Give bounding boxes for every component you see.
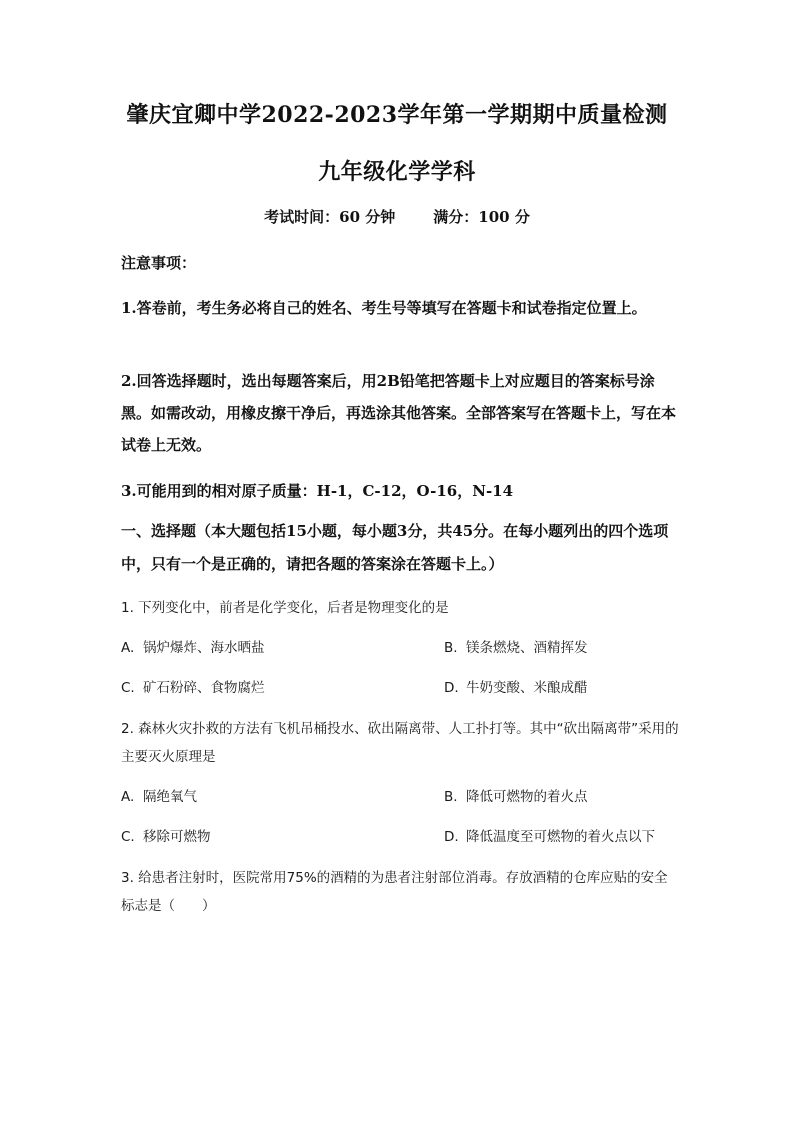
exam-title: 肇庆宜卿中学2022-2023学年第一学期期中质量检测 xyxy=(126,102,668,128)
option-letter: A. xyxy=(121,789,135,805)
option-text: 降低可燃物的着火点 xyxy=(466,789,588,805)
option-letter: C. xyxy=(121,829,135,845)
option-a xyxy=(121,787,197,807)
option-text: 移除可燃物 xyxy=(143,829,211,845)
note-item: 3.可能用到的相对原子质量：H-1，C-12，O-16，N-14 xyxy=(121,482,514,500)
option-c xyxy=(121,827,211,847)
notes-heading: 注意事项： xyxy=(121,254,197,272)
full-score: 满分：100 分 xyxy=(433,208,530,226)
option-a xyxy=(121,638,265,658)
question-stem: 1. 下列变化中，前者是化学变化，后者是物理变化的是 xyxy=(121,600,449,616)
option-c xyxy=(121,678,265,698)
exam-time: 考试时间：60 分钟 xyxy=(264,208,396,226)
section-heading: 一、选择题（本大题包括15小题，每小题3分，共45分。在每小题列出的四个选项中，只有一个是正确的，请把各题的答案涂在答题卡上。） xyxy=(121,522,669,573)
option-b xyxy=(444,787,588,807)
note-item: 1.答卷前，考生务必将自己的姓名、考生号等填写在答题卡和试卷指定位置上。 xyxy=(121,299,647,317)
note-item: 2.回答选择题时，选出每题答案后，用2B铅笔把答题卡上对应题目的答案标号涂黑。如需改动，用橡皮擦干净后，再选涂其他答案。全部答案写在答题卡上，写在本试卷上无效。 xyxy=(121,372,677,454)
option-d xyxy=(444,678,588,698)
option-letter: D. xyxy=(444,680,459,696)
option-letter: D. xyxy=(444,829,459,845)
option-text: 镁条燃烧、酒精挥发 xyxy=(466,640,588,656)
option-b xyxy=(444,638,588,658)
option-letter: B. xyxy=(444,789,458,805)
option-letter: A. xyxy=(121,640,135,656)
option-text: 锅炉爆炸、海水晒盐 xyxy=(143,640,265,656)
option-text: 隔绝氧气 xyxy=(143,789,197,805)
option-text: 牛奶变酸、米酿成醋 xyxy=(466,680,588,696)
option-letter: C. xyxy=(121,680,135,696)
option-text: 矿石粉碎、食物腐烂 xyxy=(143,680,265,696)
question-stem: 2. 森林火灾扑救的方法有飞机吊桶投水、砍出隔离带、人工扑打等。其中“砍出隔离带”采用的主要灭火原理是 xyxy=(121,721,679,765)
exam-info xyxy=(0,206,794,227)
exam-subject: 九年级化学学科 xyxy=(318,159,476,185)
question-stem: 3. 给患者注射时，医院常用75%的酒精的为患者注射部位消毒。存放酒精的仓库应贴的安全标志是（ ） xyxy=(121,870,668,914)
option-d xyxy=(444,827,655,847)
option-letter: B. xyxy=(444,640,458,656)
option-text: 降低温度至可燃物的着火点以下 xyxy=(466,829,655,845)
